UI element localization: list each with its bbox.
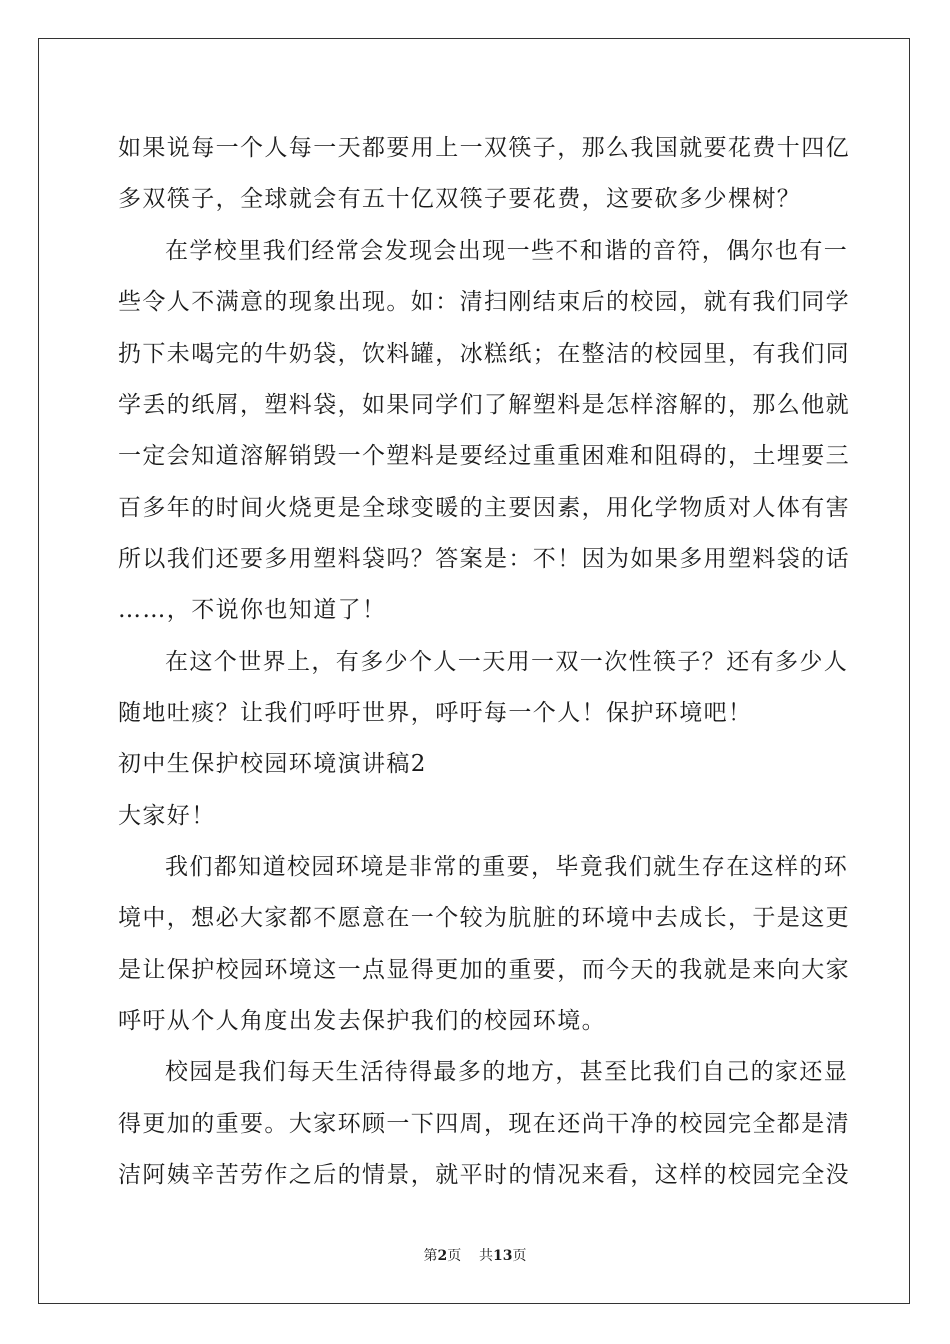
body-line: 得更加的重要。大家环顾一下四周，现在还尚干净的校园完全都是清 xyxy=(118,1111,850,1137)
paragraph-first-line: 校园是我们每天生活待得最多的地方，甚至比我们自己的家还显 xyxy=(165,1059,849,1085)
body-line: ……，不说你也知道了！ xyxy=(118,597,387,623)
body-line: 洁阿姨辛苦劳作之后的情景，就平时的情况来看，这样的校园完全没 xyxy=(118,1162,850,1188)
body-line: 所以我们还要多用塑料袋吗？答案是：不！因为如果多用塑料袋的话 xyxy=(118,546,850,572)
body-line: 是让保护校园环境这一点显得更加的重要，而今天的我就是来向大家 xyxy=(118,957,850,983)
page-prefix: 第 xyxy=(423,1248,438,1264)
page-suffix: 页 xyxy=(447,1248,462,1264)
total-suffix: 页 xyxy=(512,1248,527,1264)
body-line: 多双筷子，全球就会有五十亿双筷子要花费，这要砍多少棵树？ xyxy=(118,186,802,212)
paragraph-first-line: 在这个世界上，有多少个人一天用一双一次性筷子？还有多少人 xyxy=(165,649,849,675)
page-footer xyxy=(0,1247,950,1265)
total-pages: 13 xyxy=(493,1248,513,1264)
paragraph-first-line: 我们都知道校园环境是非常的重要，毕竟我们就生存在这样的环 xyxy=(165,854,849,880)
total-prefix: 共 xyxy=(479,1248,494,1264)
body-line: 学丢的纸屑，塑料袋，如果同学们了解塑料是怎样溶解的，那么他就 xyxy=(118,392,850,418)
page-number: 2 xyxy=(437,1248,448,1264)
body-line: 百多年的时间火烧更是全球变暖的主要因素，用化学物质对人体有害 xyxy=(118,495,850,521)
body-line: 呼吁从个人角度出发去保护我们的校园环境。 xyxy=(118,1008,606,1034)
body-line: 一定会知道溶解销毁一个塑料是要经过重重困难和阻碍的，土埋要三 xyxy=(118,443,850,469)
section-title: 初中生保护校园环境演讲稿2 xyxy=(118,751,427,777)
body-line: 扔下未喝完的牛奶袋，饮料罐，冰糕纸；在整洁的校园里，有我们同 xyxy=(118,341,850,367)
body-line: 随地吐痰？让我们呼吁世界，呼吁每一个人！保护环境吧！ xyxy=(118,700,753,726)
salutation: 大家好！ xyxy=(118,803,216,829)
body-line: 如果说每一个人每一天都要用上一双筷子，那么我国就要花费十四亿 xyxy=(118,135,850,161)
body-line: 些令人不满意的现象出现。如：清扫刚结束后的校园，就有我们同学 xyxy=(118,289,850,315)
paragraph-first-line: 在学校里我们经常会发现会出现一些不和谐的音符，偶尔也有一 xyxy=(165,238,849,264)
body-line: 境中，想必大家都不愿意在一个较为肮脏的环境中去成长，于是这更 xyxy=(118,905,850,931)
